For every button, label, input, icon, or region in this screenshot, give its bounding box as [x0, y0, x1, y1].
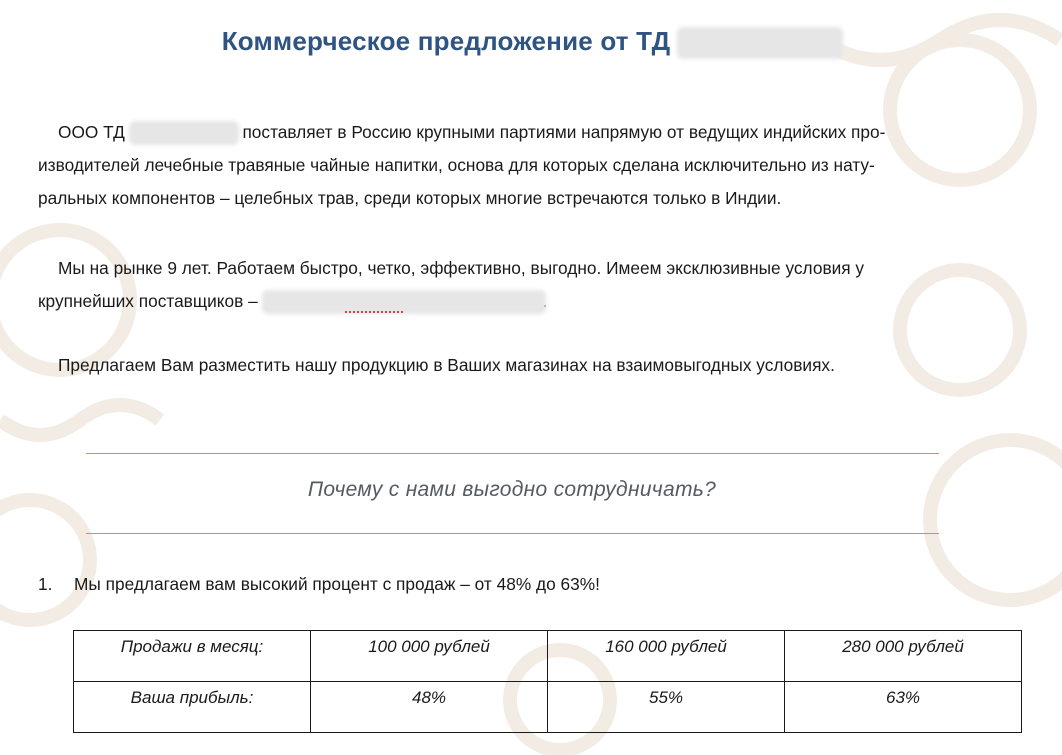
intro-line-1-end: поставляет в Россию крупными партиями напрямую от ведущих индийских про-: [242, 122, 886, 142]
title-text: Коммерческое предложение от ТД: [221, 26, 671, 56]
redacted-company-inline: [132, 124, 236, 142]
profit-table: [73, 630, 1022, 733]
list-number: 1.: [38, 574, 53, 594]
offer-sentence: Предлагаем Вам разместить нашу продукцию в Ваших магазинах на взаимовыгодных условиях.: [58, 355, 835, 375]
section-heading: Почему с нами выгодно сотрудничать?: [307, 478, 717, 501]
table-cell: 160 000 рублей: [548, 631, 785, 682]
intro-line-1-start: ООО ТД: [58, 122, 125, 142]
market-line-1: Мы на рынке 9 лет. Работаем быстро, четко, эффективно, выгодно. Имеем эксклюзивные условия у: [58, 258, 865, 278]
table-row-sales: [74, 631, 1022, 682]
market-line-2: [38, 285, 1028, 318]
list-item: [38, 570, 1028, 598]
section-rule-top: [86, 453, 939, 454]
list-text: Мы предлагаем вам высокий процент с продаж – от 48% до 63%!: [74, 574, 600, 594]
table-row-label: Ваша прибыль:: [74, 682, 311, 733]
table-cell: 55%: [548, 682, 785, 733]
table-cell: 48%: [311, 682, 548, 733]
section-rule-bottom: [86, 533, 939, 534]
page-title: [0, 26, 1062, 57]
table-row-profit: [74, 682, 1022, 733]
intro-line-3: ральных компонентов – целебных трав, среди которых многие встречаются только в Индии.: [38, 188, 782, 208]
table-cell: 63%: [785, 682, 1022, 733]
intro-line-2: изводителей лечебные травяные чайные напитки, основа для которых сделана исключительно из нату-: [38, 155, 875, 175]
table-cell: 100 000 рублей: [311, 631, 548, 682]
market-line-2-end: .: [542, 291, 548, 311]
market-line-2-start: крупнейших поставщиков –: [38, 291, 258, 311]
intro-line-1: [38, 116, 1028, 149]
redacted-company-name: [680, 30, 840, 56]
spellcheck-underline: [345, 309, 403, 313]
table-cell: 280 000 рублей: [785, 631, 1022, 682]
table-row-label: Продажи в месяц:: [74, 631, 311, 682]
offer-paragraph: [38, 349, 1028, 382]
market-paragraph: [38, 252, 1028, 318]
redacted-suppliers: [265, 293, 543, 311]
intro-paragraph: [38, 116, 1028, 215]
